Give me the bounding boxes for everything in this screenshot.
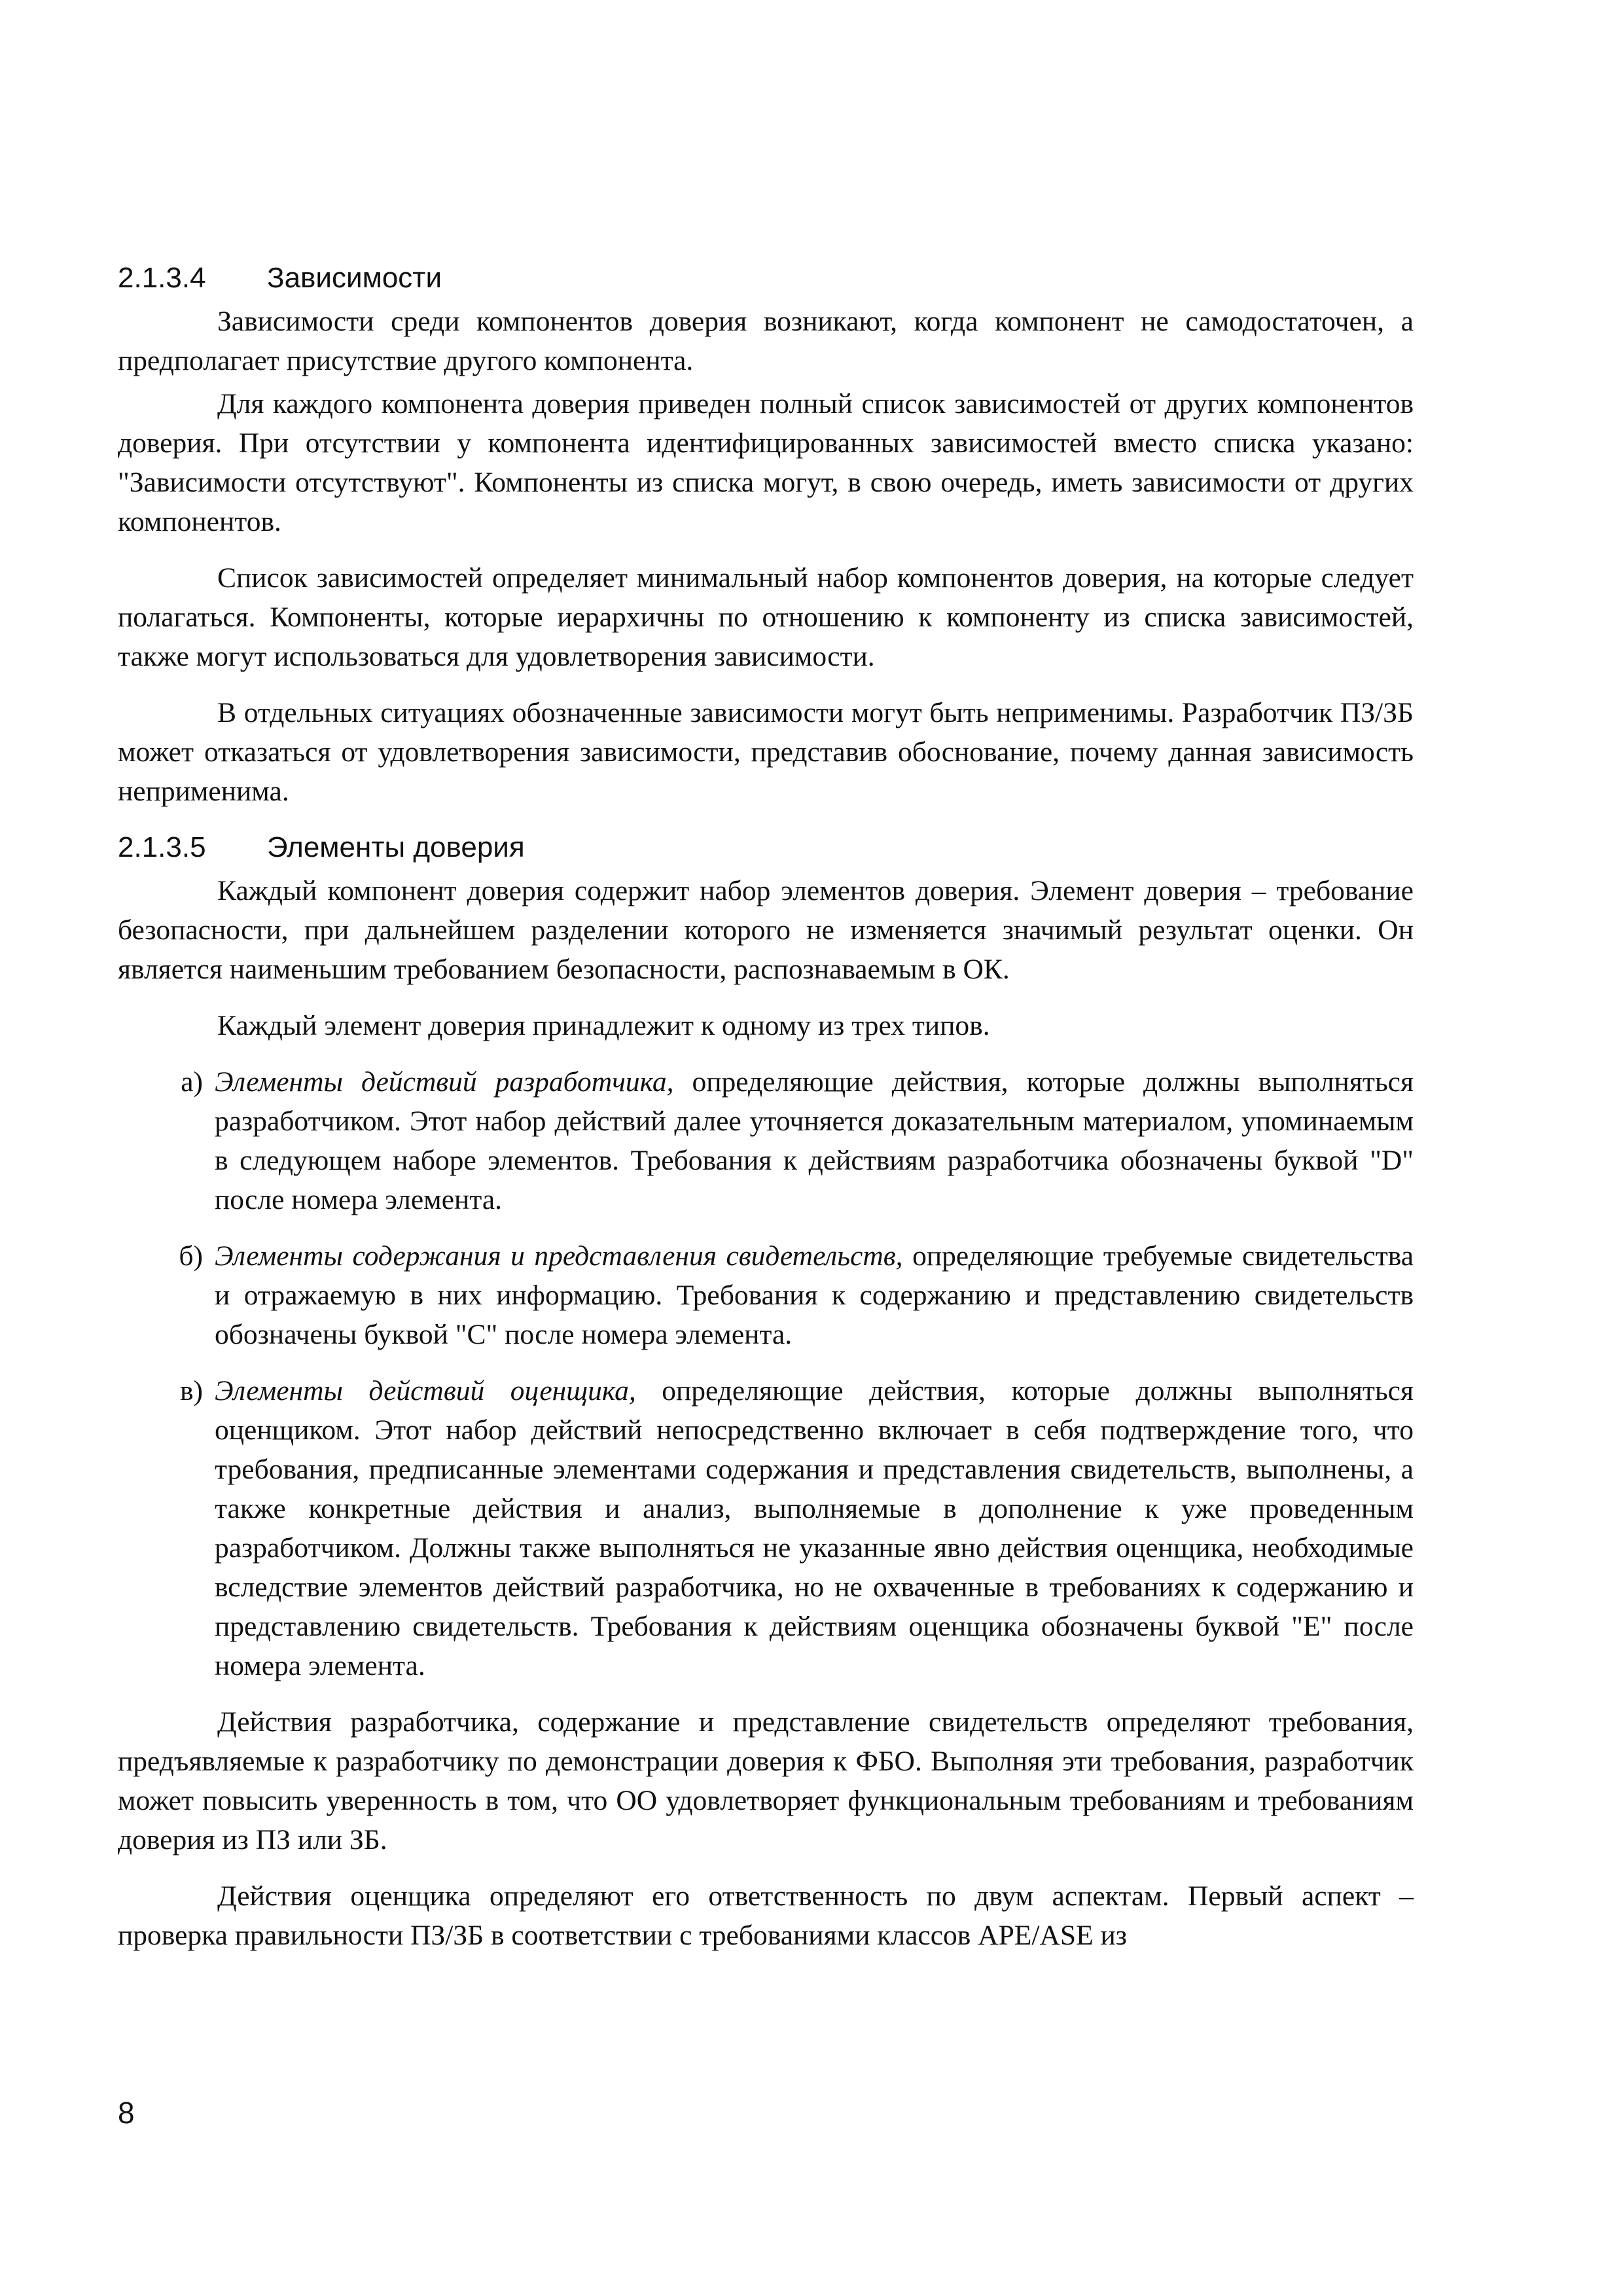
paragraph: Список зависимостей определяет минимальный набор компонентов доверия, на которые следует полагаться. Компоненты, которые иерархичны по отношению к компоненту из списка зависимостей, также могут использоваться для удовлетворения зависимости.	[118, 562, 1414, 672]
list-item-term: Элементы действий разработчика,	[215, 1066, 674, 1098]
section-heading-assurance-elements	[118, 828, 1414, 867]
list-item	[118, 1371, 1414, 1685]
element-types-list	[118, 1062, 1414, 1685]
list-item-body	[215, 1371, 1414, 1685]
page-number: 8	[118, 2096, 135, 2130]
list-item-text: определяющие действия, которые должны выполняться разработчиком. Этот набор действий далее уточняется доказательным материалом, упоминаемым в следующем наборе элементов. Требования к действиям разработчика обозначены буквой "D" после номера элемента.	[215, 1066, 1414, 1215]
section-number: 2.1.3.4	[118, 262, 206, 294]
list-item-body	[215, 1062, 1414, 1219]
paragraph: Для каждого компонента доверия приведен полный список зависимостей от других компонентов доверия. При отсутствии у компонента идентифицированных зависимостей вместо списка указано: "Зависимости отсутствуют". Компоненты из списка могут, в свою очередь, иметь зависимости от других компонентов.	[118, 388, 1414, 537]
list-item	[118, 1236, 1414, 1354]
section-number: 2.1.3.5	[118, 831, 206, 863]
list-item-term: Элементы содержания и представления свидетельств,	[215, 1240, 903, 1272]
list-item-body	[215, 1236, 1414, 1354]
list-item-term: Элементы действий оценщика,	[215, 1375, 636, 1407]
paragraph: Зависимости среди компонентов доверия возникают, когда компонент не самодостаточен, а предполагает присутствие другого компонента.	[118, 306, 1414, 376]
list-marker: а)	[181, 1066, 203, 1098]
paragraph: Действия разработчика, содержание и представление свидетельств определяют требования, предъявляемые к разработчику по демонстрации доверия к ФБО. Выполняя эти требования, разработчик может повысить уверенность в том, что ОО удовлетворяет функциональным требованиям и требованиям доверия из ПЗ или ЗБ.	[118, 1706, 1414, 1856]
paragraph: Каждый элемент доверия принадлежит к одному из трех типов.	[217, 1010, 990, 1041]
list-marker: в)	[179, 1375, 203, 1407]
section-title: Элементы доверия	[267, 831, 525, 863]
list-item-text: определяющие требуемые свидетельства и отражаемую в них информацию. Требования к содержанию и представлению свидетельств обозначены буквой "C" после номера элемента.	[215, 1240, 1414, 1350]
paragraph: В отдельных ситуациях обозначенные зависимости могут быть неприменимы. Разработчик ПЗ/ЗБ может отказаться от удовлетворения зависимости, представив обоснование, почему данная зависимость неприменима.	[118, 697, 1414, 807]
list-marker: б)	[179, 1240, 203, 1272]
list-item-text: определяющие действия, которые должны выполняться оценщиком. Этот набор действий непосредственно включает в себя подтверждение того, что требования, предписанные элементами содержания и представления свидетельств, выполнены, а также конкретные действия и анализ, выполняемые в дополнение к уже проведенным разработчиком. Должны также выполняться не указанные явно действия оценщика, необходимые вследствие элементов действий разработчика, но не охваченные в требованиях к содержанию и представлению свидетельств. Требования к действиям оценщика обозначены буквой "E" после номера элемента.	[215, 1375, 1414, 1681]
page-content	[118, 259, 1414, 1972]
list-item	[118, 1062, 1414, 1219]
paragraph: Каждый компонент доверия содержит набор элементов доверия. Элемент доверия – требование безопасности, при дальнейшем разделении которого не изменяется значимый результат оценки. Он является наименьшим требованием безопасности, распознаваемым в ОК.	[118, 875, 1414, 985]
section-heading-dependencies	[118, 259, 1414, 298]
paragraph: Действия оценщика определяют его ответственность по двум аспектам. Первый аспект – проверка правильности ПЗ/ЗБ в соответствии с требованиями классов APE/ASE из	[118, 1880, 1414, 1951]
section-title: Зависимости	[267, 262, 442, 294]
